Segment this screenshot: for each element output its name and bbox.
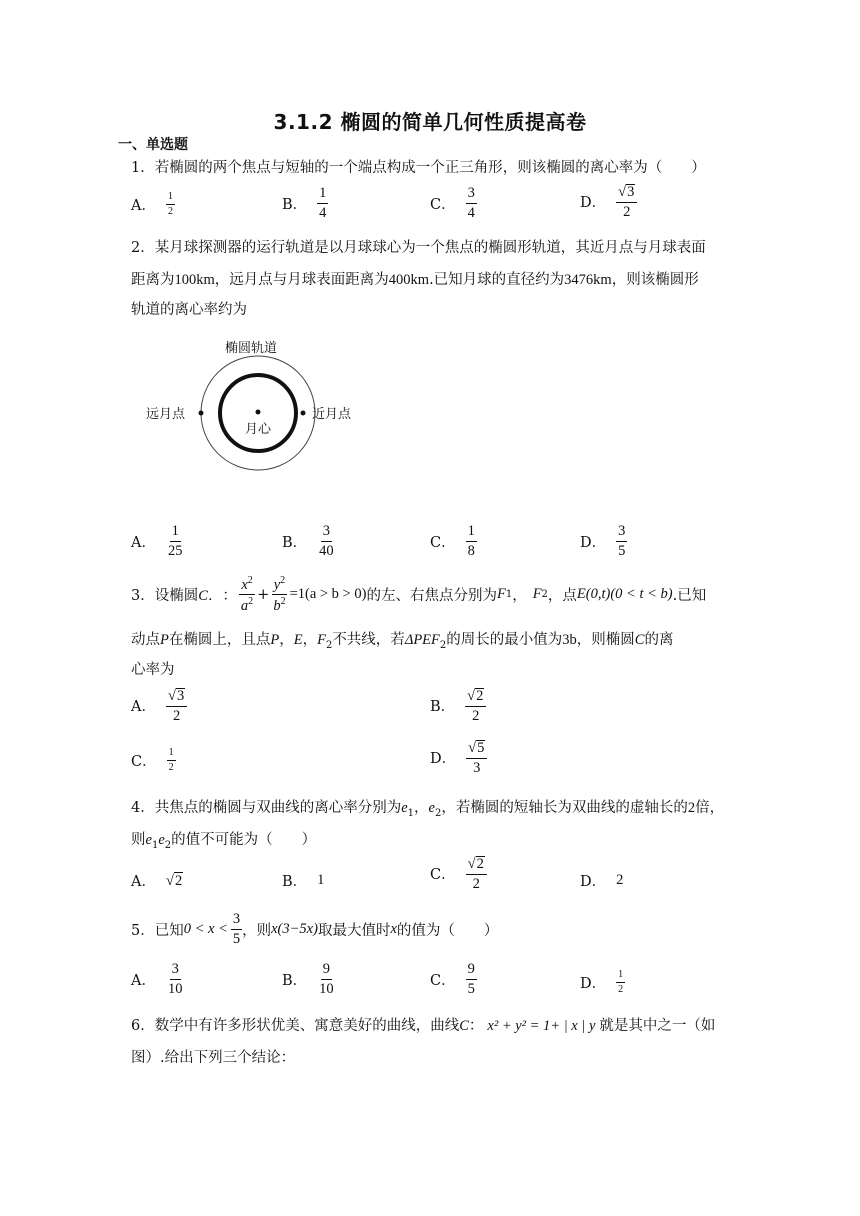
fraction: $\frac{1}{4}$	[319, 185, 327, 221]
q3-line-2: 动点P在椭圆上，且点P，E，$F_2$不共线，若$\Delta PEF_2$的周长的最小值为3b，则椭圆C的离	[131, 632, 674, 651]
near-point-label: 近月点	[312, 407, 352, 422]
fraction: √ 2 2	[466, 856, 487, 891]
fraction: √ 2 2	[465, 688, 486, 723]
q1-option-d[interactable]: D． √ 3 2	[580, 184, 637, 219]
orbit-diagram	[140, 334, 370, 474]
q4-option-b[interactable]: B． 1	[282, 872, 325, 890]
page-title: 3.1.2 椭圆的简单几何性质提高卷	[273, 110, 587, 134]
fraction: $\frac{9}{5}$	[467, 961, 475, 997]
q3-option-b[interactable]: B． √ 2 2	[430, 688, 486, 723]
fraction: √ 3 2	[616, 184, 637, 219]
near-point	[301, 411, 306, 416]
q5-line: 5．已知 0 < x < $\frac{3}{5}$ ，则 x(3−5x) 取最大值时 x 的值为（ ）	[131, 911, 499, 947]
q5-option-a[interactable]: A． $\frac{3}{10}$	[131, 961, 183, 997]
fraction: $\frac{1}{2}$	[167, 191, 173, 217]
far-point-label: 远月点	[146, 407, 186, 422]
fraction: $\frac{3}{4}$	[467, 185, 475, 221]
q3-option-a[interactable]: A． √ 3 2	[131, 688, 187, 723]
q1-option-a[interactable]: A． $\frac{1}{2}$	[131, 191, 173, 217]
fraction: $\frac{y^2}{b^2}$	[273, 575, 286, 615]
orbit-label: 椭圆轨道	[225, 341, 278, 356]
fraction: √ 5 3	[466, 740, 487, 775]
q3-option-d[interactable]: D． √ 5 3	[430, 740, 487, 775]
q6-line-1: 6．数学中有许多形状优美、寓意美好的曲线，曲线C： x² + y² = 1+ | x | y 就是其中之一（如	[131, 1018, 716, 1034]
q5-option-d[interactable]: D． $\frac{1}{2}$	[580, 969, 624, 995]
moon-center-point	[256, 410, 261, 415]
q4-option-d[interactable]: D． 2	[580, 872, 624, 890]
fraction: $\frac{3}{5}$	[232, 911, 241, 947]
q6-line-2: 图）.给出下列三个结论：	[131, 1050, 296, 1066]
q2-line-3: 轨道的离心率约为	[131, 302, 247, 318]
q3-line-3: 心率为	[131, 662, 175, 678]
fraction: $\frac{1}{2}$	[168, 747, 174, 773]
q5-option-b[interactable]: B． $\frac{9}{10}$	[282, 961, 334, 997]
q4-line-1: 4．共焦点的椭圆与双曲线的离心率分别为$e_1$，$e_2$，若椭圆的短轴长为双曲线的虚轴长的2倍，	[131, 800, 725, 819]
q3-option-c[interactable]: C． $\frac{1}{2}$	[131, 747, 174, 773]
fraction: $\frac{1}{25}$	[167, 523, 183, 559]
q5-option-c[interactable]: C． $\frac{9}{5}$	[430, 961, 475, 997]
q2-line-1: 2．某月球探测器的运行轨道是以月球球心为一个焦点的椭圆形轨道，其近月点与月球表面	[131, 240, 706, 256]
fraction: $\frac{x^2}{a^2}$	[240, 575, 254, 615]
q1-stem: 1．若椭圆的两个焦点与短轴的一个端点构成一个正三角形，则该椭圆的离心率为（ ）	[131, 160, 706, 176]
fraction: $\frac{9}{10}$	[319, 961, 334, 997]
q1-option-c[interactable]: C． $\frac{3}{4}$	[430, 185, 475, 221]
q4-line-2: 则$e_1e_2$的值不可能为（ ）	[131, 832, 317, 851]
q4-option-a[interactable]: A． √ 2	[131, 872, 183, 890]
fraction: $\frac{3}{5}$	[618, 523, 626, 559]
fraction: $\frac{3}{10}$	[167, 961, 183, 997]
moon-center-label: 月心	[245, 422, 272, 437]
q3-line-1: 3．设椭圆 C． ： $\frac{x^2}{a^2}$ + $\frac{y^2}{b^2}$ =1(a > b > 0) 的左、右焦点分别为 F 1 ， F 2 ，点 E(0,t)(0 < t < b) .已知	[131, 575, 707, 615]
q4-option-c[interactable]: C． √ 2 2	[430, 856, 487, 891]
fraction: $\frac{1}{8}$	[467, 523, 475, 559]
fraction: $\frac{3}{40}$	[319, 523, 334, 559]
fraction: $\frac{1}{2}$	[618, 969, 624, 995]
q2-option-a[interactable]: A． $\frac{1}{25}$	[131, 523, 183, 559]
far-point	[199, 411, 204, 416]
fraction: √ 3 2	[166, 688, 187, 723]
q2-option-d[interactable]: D． $\frac{3}{5}$	[580, 523, 626, 559]
q2-option-c[interactable]: C． $\frac{1}{8}$	[430, 523, 475, 559]
q2-option-b[interactable]: B． $\frac{3}{40}$	[282, 523, 334, 559]
section-heading: 一、单选题	[118, 137, 188, 153]
q1-option-b[interactable]: B． $\frac{1}{4}$	[282, 185, 327, 221]
q2-line-2: 距离为100km，远月点与月球表面距离为400km.已知月球的直径约为3476km，则该椭圆形	[131, 272, 699, 288]
